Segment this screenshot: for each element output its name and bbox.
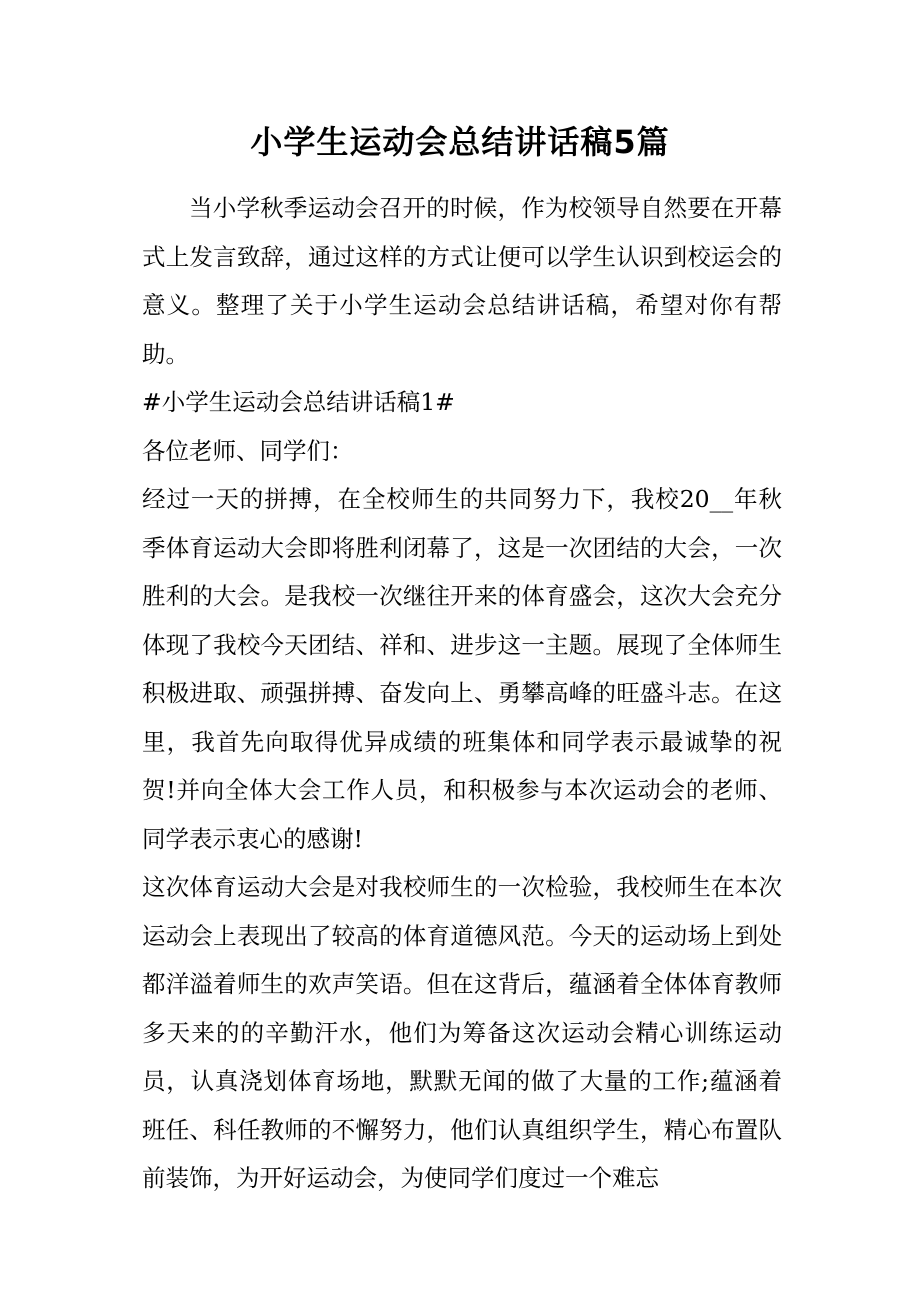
document-body bbox=[142, 184, 782, 1203]
body-paragraph: 经过一天的拼搏，在全校师生的共同努力下，我校20__年秋季体育运动大会即将胜利闭幕了，这是一次团结的大会，一次胜利的大会。是我校一次继往开来的体育盛会，这次大会充分体现了我校今天团结、祥和、进步这一主题。展现了全体师生积极进取、顽强拼搏、奋发向上、勇攀高峰的旺盛斗志。在这里，我首先向取得优异成绩的班集体和同学表示最诚挚的祝贺!并向全体大会工作人员，和积极参与本次运动会的老师、同学表示衷心的感谢! bbox=[142, 485, 782, 853]
body-paragraph: 这次体育运动大会是对我校师生的一次检验，我校师生在本次运动会上表现出了较高的体育道德风范。今天的运动场上到处都洋溢着师生的欢声笑语。但在这背后，蕴涵着全体体育教师多天来的的辛勤汗水，他们为筹备这次运动会精心训练运动员，认真浇划体育场地，默默无闻的做了大量的工作;蕴涵着班任、科任教师的不懈努力，他们认真组织学生，精心布置队前装饰，为开好运动会，为使同学们度过一个难忘 bbox=[142, 873, 782, 1192]
document-title: 小学生运动会总结讲话稿5篇 bbox=[250, 123, 670, 161]
section-heading: #小学生运动会总结讲话稿1# bbox=[142, 388, 455, 416]
intro-paragraph: 当小学秋季运动会召开的时候，作为校领导自然要在开幕式上发言致辞，通过这样的方式让便可以学生认识到校运会的意义。整理了关于小学生运动会总结讲话稿，希望对你有帮助。 bbox=[142, 194, 782, 368]
salutation: 各位老师、同学们： bbox=[142, 436, 354, 465]
